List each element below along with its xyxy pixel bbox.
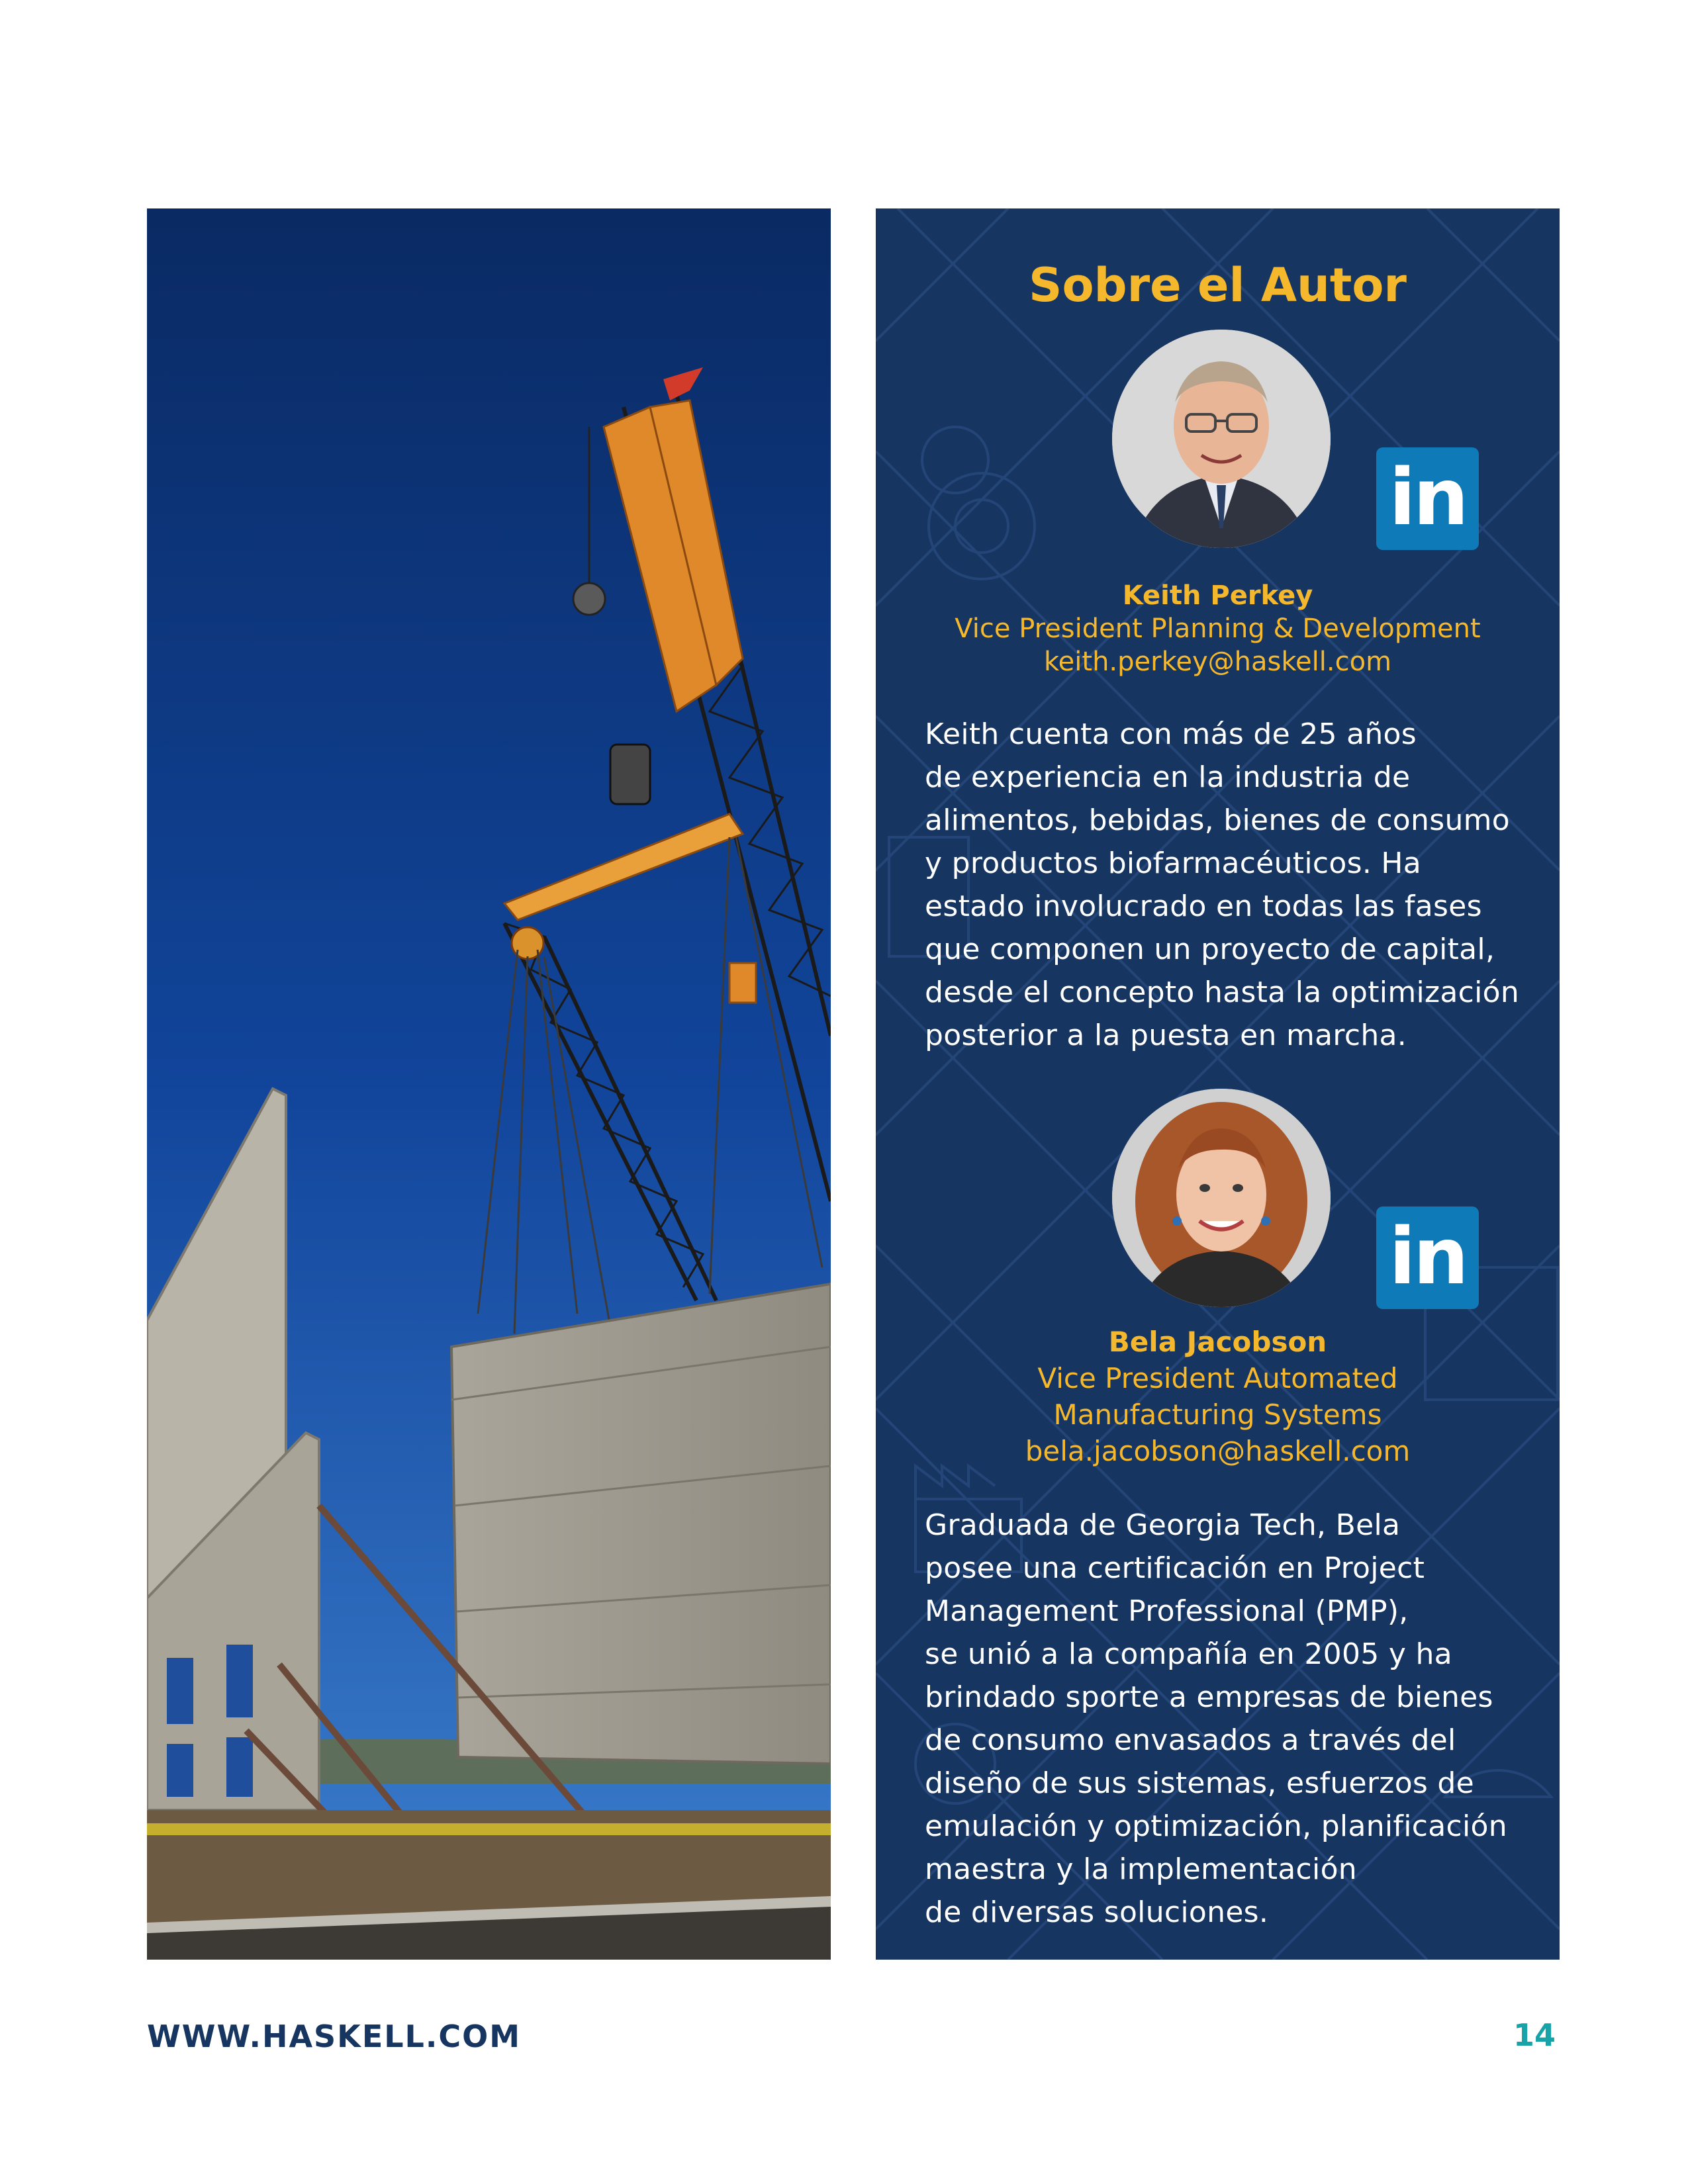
author-info-keith	[876, 579, 1560, 678]
linkedin-icon[interactable]: in	[1376, 1206, 1479, 1309]
construction-crane-photo	[147, 208, 831, 1960]
author-email[interactable]: keith.perkey@haskell.com	[1043, 647, 1392, 677]
author-role-line: Manufacturing Systems	[1053, 1398, 1382, 1431]
author-name: Keith Perkey	[1122, 580, 1313, 611]
author-photo-bela	[1112, 1089, 1331, 1307]
author-role-line: Vice President Automated	[1037, 1362, 1398, 1394]
panel-title: Sobre el Autor	[1029, 258, 1407, 312]
author-email[interactable]: bela.jacobson@haskell.com	[1025, 1435, 1411, 1467]
author-name: Bela Jacobson	[1108, 1326, 1327, 1358]
page-number: 14	[1513, 2017, 1556, 2053]
author-bio-keith: Keith cuenta con más de 25 años de experiencia en la industria de alimentos, bebidas, bienes de consumo y productos biofarmacéuticos. Ha estado involucrado en todas las fases que componen un proyecto de capital, desde el concepto hasta la optimización posterior a la puesta en marcha.	[925, 717, 1520, 1052]
linkedin-icon[interactable]: in	[1376, 447, 1479, 550]
author-info-bela	[876, 1324, 1560, 1469]
author-bio-bela: Graduada de Georgia Tech, Bela posee una certificación en Project Management Professional (PMP), se unió a la compañía en 2005 y ha brindado sporte a empresas de bienes de consumo envasados a través del diseño de sus sistemas, esfuerzos de emulación y optimización, planificación maestra y la implementación de diversas soluciones.	[925, 1508, 1507, 1929]
website-link[interactable]: WWW.HASKELL.COM	[147, 2019, 521, 2054]
about-author-panel	[876, 208, 1560, 1960]
author-role: Vice President Planning & Development	[955, 614, 1481, 644]
author-photo-keith	[1112, 330, 1331, 548]
